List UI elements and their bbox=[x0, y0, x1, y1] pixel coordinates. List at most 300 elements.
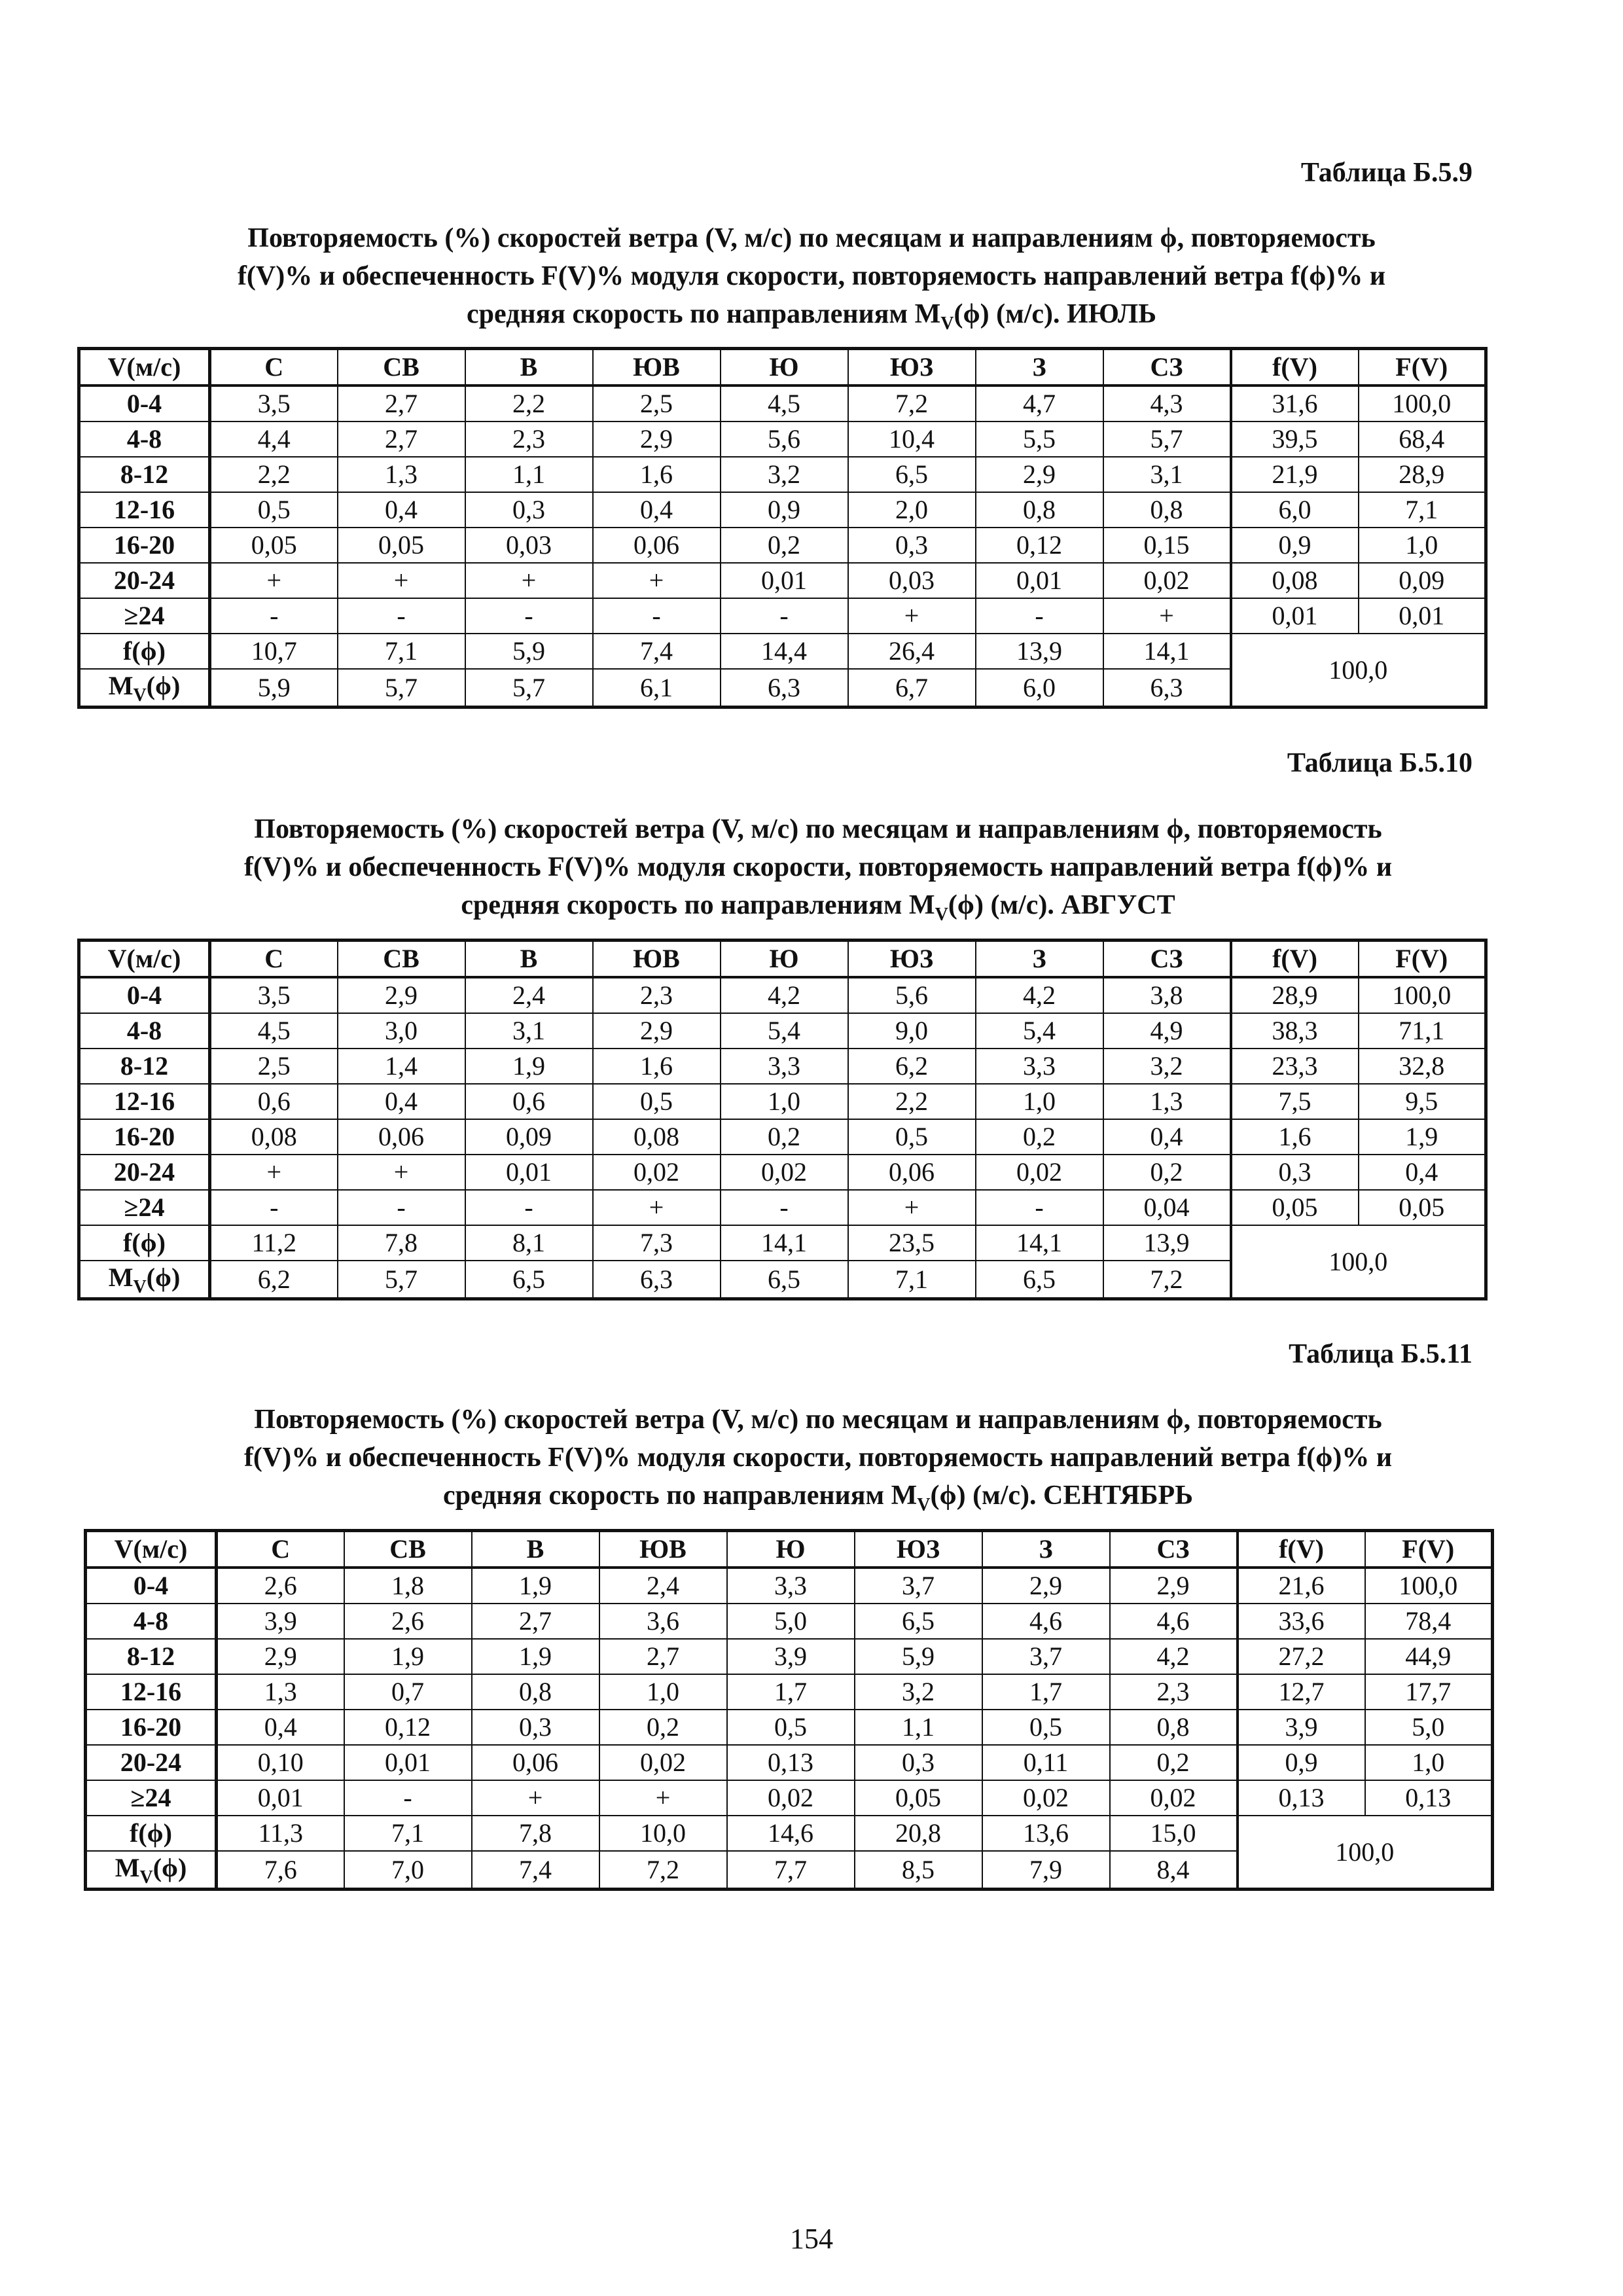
column-header: F(V) bbox=[1359, 941, 1486, 978]
column-header: F(V) bbox=[1365, 1531, 1493, 1568]
table-cell: 28,9 bbox=[1231, 977, 1359, 1013]
column-header: f(V) bbox=[1238, 1531, 1365, 1568]
table-cell: 2,9 bbox=[593, 422, 721, 457]
table-cell: 5,4 bbox=[976, 1013, 1103, 1049]
column-header: С bbox=[210, 941, 338, 978]
table-cell: 2,6 bbox=[217, 1568, 344, 1604]
table-cell: 0,2 bbox=[976, 1119, 1103, 1155]
table-cell: 2,3 bbox=[593, 977, 721, 1013]
table-cell: 1,1 bbox=[855, 1710, 982, 1745]
column-header: СЗ bbox=[1110, 1531, 1238, 1568]
table-cell: 0,5 bbox=[210, 492, 338, 528]
table-cell: 3,3 bbox=[721, 1049, 848, 1084]
column-header: СВ bbox=[344, 1531, 472, 1568]
table-cell: 23,3 bbox=[1231, 1049, 1359, 1084]
column-header: ЮВ bbox=[593, 941, 721, 978]
table-cell: - bbox=[338, 1190, 465, 1225]
column-header: Ю bbox=[727, 1531, 855, 1568]
table-cell: 6,0 bbox=[1231, 492, 1359, 528]
table-cell: 44,9 bbox=[1365, 1639, 1493, 1674]
table-cell: 7,2 bbox=[599, 1851, 727, 1890]
table-cell: 1,6 bbox=[593, 1049, 721, 1084]
column-header: СВ bbox=[338, 941, 465, 978]
table-cell: 7,5 bbox=[1231, 1084, 1359, 1119]
table-cell: 68,4 bbox=[1359, 422, 1486, 457]
table-cell: 4,6 bbox=[1110, 1604, 1238, 1639]
table-cell: 4,6 bbox=[982, 1604, 1110, 1639]
total-cell: 100,0 bbox=[1238, 1816, 1493, 1890]
table-cell: 6,7 bbox=[848, 669, 976, 708]
f-phi-label: f(ϕ) bbox=[79, 634, 210, 669]
column-header: С bbox=[210, 349, 338, 386]
table-cell: - bbox=[344, 1780, 472, 1816]
table-cell: 0,5 bbox=[727, 1710, 855, 1745]
wind-table bbox=[77, 939, 1488, 1300]
column-header: ЮЗ bbox=[848, 941, 976, 978]
mv-label-sub: V bbox=[133, 685, 147, 706]
column-header: ЮЗ bbox=[848, 349, 976, 386]
table-cell: 0,8 bbox=[472, 1674, 599, 1710]
table-cell: 5,7 bbox=[465, 669, 593, 708]
table-cell: 11,3 bbox=[217, 1816, 344, 1851]
f-phi-row bbox=[79, 1225, 1486, 1261]
table-cell: 7,0 bbox=[344, 1851, 472, 1890]
table-cell: 3,3 bbox=[976, 1049, 1103, 1084]
table-cell: 0,09 bbox=[1359, 563, 1486, 598]
mv-label-sub: V bbox=[133, 1277, 147, 1297]
table-cell: 0,7 bbox=[344, 1674, 472, 1710]
table-cell: 6,3 bbox=[593, 1261, 721, 1299]
table-cell: 2,9 bbox=[217, 1639, 344, 1674]
column-header: Ю bbox=[721, 349, 848, 386]
table-caption bbox=[98, 1401, 1538, 1518]
table-row bbox=[79, 977, 1486, 1013]
table-cell: 0,12 bbox=[976, 528, 1103, 563]
table-cell: 6,2 bbox=[210, 1261, 338, 1299]
table-cell: 1,7 bbox=[727, 1674, 855, 1710]
table-cell: 0,08 bbox=[593, 1119, 721, 1155]
table-cell: 5,7 bbox=[338, 669, 465, 708]
table-cell: 9,0 bbox=[848, 1013, 976, 1049]
mv-phi-label bbox=[86, 1851, 217, 1890]
table-cell: 0,02 bbox=[982, 1780, 1110, 1816]
table-cell: 1,9 bbox=[465, 1049, 593, 1084]
table-number: Таблица Б.5.10 bbox=[1287, 748, 1472, 778]
table-cell: 2,2 bbox=[848, 1084, 976, 1119]
table-cell: 0,01 bbox=[344, 1745, 472, 1780]
table-cell: 0,13 bbox=[1365, 1780, 1493, 1816]
table-cell: 23,5 bbox=[848, 1225, 976, 1261]
table-cell: 0,3 bbox=[855, 1745, 982, 1780]
table-cell: + bbox=[848, 598, 976, 634]
table-cell: 3,7 bbox=[855, 1568, 982, 1604]
table-cell: 3,2 bbox=[721, 457, 848, 492]
table-cell: 0,4 bbox=[338, 492, 465, 528]
table-cell: 5,7 bbox=[338, 1261, 465, 1299]
table-cell: 10,0 bbox=[599, 1816, 727, 1851]
column-header: СЗ bbox=[1103, 941, 1231, 978]
table-cell: 1,0 bbox=[599, 1674, 727, 1710]
table-cell: 0,2 bbox=[1103, 1155, 1231, 1190]
table-cell: 1,3 bbox=[1103, 1084, 1231, 1119]
table-cell: 1,4 bbox=[338, 1049, 465, 1084]
table-row bbox=[79, 1049, 1486, 1084]
table-cell: 0,8 bbox=[1103, 492, 1231, 528]
table-cell: 5,9 bbox=[465, 634, 593, 669]
table-cell: - bbox=[210, 1190, 338, 1225]
table-cell: 2,4 bbox=[599, 1568, 727, 1604]
table-cell: + bbox=[472, 1780, 599, 1816]
caption-subscript: V bbox=[935, 905, 948, 925]
table-cell: 2,4 bbox=[465, 977, 593, 1013]
column-header: V(м/с) bbox=[86, 1531, 217, 1568]
table-row bbox=[79, 1190, 1486, 1225]
speed-range: 0-4 bbox=[79, 977, 210, 1013]
table-cell: 0,04 bbox=[1103, 1190, 1231, 1225]
table-cell: 0,8 bbox=[976, 492, 1103, 528]
caption-line: Повторяемость (%) скоростей ветра (V, м/с) по месяцам и направлениям ϕ, повторяемость bbox=[254, 814, 1382, 844]
table-cell: - bbox=[465, 1190, 593, 1225]
table-cell: 2,9 bbox=[1110, 1568, 1238, 1604]
table-cell: 0,2 bbox=[721, 1119, 848, 1155]
table-cell: 6,3 bbox=[721, 669, 848, 708]
table-cell: - bbox=[976, 598, 1103, 634]
table-cell: 1,9 bbox=[472, 1568, 599, 1604]
table-cell: 100,0 bbox=[1365, 1568, 1493, 1604]
caption-text: средняя скорость по направлениям M bbox=[461, 890, 935, 920]
table-cell: 5,6 bbox=[721, 422, 848, 457]
table-cell: 7,9 bbox=[982, 1851, 1110, 1890]
speed-range: ≥24 bbox=[86, 1780, 217, 1816]
table-cell: 1,9 bbox=[344, 1639, 472, 1674]
table-row bbox=[86, 1604, 1493, 1639]
table-cell: + bbox=[1103, 598, 1231, 634]
table-cell: 0,05 bbox=[210, 528, 338, 563]
table-cell: 32,8 bbox=[1359, 1049, 1486, 1084]
table-cell: 3,9 bbox=[217, 1604, 344, 1639]
table-cell: 7,8 bbox=[472, 1816, 599, 1851]
table-cell: 3,9 bbox=[1238, 1710, 1365, 1745]
table-cell: 0,15 bbox=[1103, 528, 1231, 563]
table-cell: 0,05 bbox=[338, 528, 465, 563]
table-cell: 3,6 bbox=[599, 1604, 727, 1639]
speed-range: 4-8 bbox=[79, 422, 210, 457]
caption-line bbox=[98, 886, 1538, 927]
table-cell: 7,4 bbox=[593, 634, 721, 669]
table-cell: 2,5 bbox=[593, 386, 721, 422]
column-header: В bbox=[465, 941, 593, 978]
table-cell: 0,03 bbox=[465, 528, 593, 563]
table-cell: 2,3 bbox=[465, 422, 593, 457]
table-cell: 8,5 bbox=[855, 1851, 982, 1890]
speed-range: 8-12 bbox=[86, 1639, 217, 1674]
caption-subscript: V bbox=[917, 1495, 931, 1515]
table-cell: 7,1 bbox=[344, 1816, 472, 1851]
caption-line: Повторяемость (%) скоростей ветра (V, м/с) по месяцам и направлениям ϕ, повторяемость bbox=[254, 1405, 1382, 1435]
speed-range: 20-24 bbox=[86, 1745, 217, 1780]
table-cell: 0,02 bbox=[593, 1155, 721, 1190]
table-cell: + bbox=[338, 1155, 465, 1190]
column-header: F(V) bbox=[1359, 349, 1486, 386]
table-cell: 14,6 bbox=[727, 1816, 855, 1851]
table-cell: 0,9 bbox=[1231, 528, 1359, 563]
table-cell: 0,13 bbox=[727, 1745, 855, 1780]
table-cell: 1,3 bbox=[338, 457, 465, 492]
table-row bbox=[86, 1780, 1493, 1816]
table-cell: 3,7 bbox=[982, 1639, 1110, 1674]
table-cell: 14,1 bbox=[1103, 634, 1231, 669]
column-header: f(V) bbox=[1231, 941, 1359, 978]
table-row bbox=[79, 457, 1486, 492]
table-cell: 0,05 bbox=[1231, 1190, 1359, 1225]
table-cell: 0,02 bbox=[1110, 1780, 1238, 1816]
column-header: З bbox=[982, 1531, 1110, 1568]
table-cell: 0,01 bbox=[217, 1780, 344, 1816]
table-cell: 1,1 bbox=[465, 457, 593, 492]
table-cell: 0,05 bbox=[855, 1780, 982, 1816]
table-cell: 4,5 bbox=[721, 386, 848, 422]
column-header: f(V) bbox=[1231, 349, 1359, 386]
table-cell: 3,2 bbox=[855, 1674, 982, 1710]
table-cell: 6,5 bbox=[855, 1604, 982, 1639]
table-cell: 0,11 bbox=[982, 1745, 1110, 1780]
table-cell: 15,0 bbox=[1110, 1816, 1238, 1851]
table-cell: 0,3 bbox=[848, 528, 976, 563]
speed-range: 12-16 bbox=[79, 492, 210, 528]
table-cell: 2,9 bbox=[982, 1568, 1110, 1604]
table-cell: 1,3 bbox=[217, 1674, 344, 1710]
table-cell: 6,5 bbox=[465, 1261, 593, 1299]
table-cell: 3,3 bbox=[727, 1568, 855, 1604]
table-cell: 0,5 bbox=[593, 1084, 721, 1119]
column-header: З bbox=[976, 349, 1103, 386]
table-cell: 3,5 bbox=[210, 977, 338, 1013]
header-row bbox=[79, 941, 1486, 978]
table-row bbox=[86, 1674, 1493, 1710]
table-cell: 21,6 bbox=[1238, 1568, 1365, 1604]
caption-text: (ϕ) (м/с). АВГУСТ bbox=[948, 890, 1175, 920]
table-cell: 2,3 bbox=[1110, 1674, 1238, 1710]
table-cell: 0,08 bbox=[1231, 563, 1359, 598]
table-cell: 0,01 bbox=[1231, 598, 1359, 634]
table-cell: 0,02 bbox=[976, 1155, 1103, 1190]
table-cell: 13,9 bbox=[976, 634, 1103, 669]
table-cell: 21,9 bbox=[1231, 457, 1359, 492]
f-phi-label: f(ϕ) bbox=[79, 1225, 210, 1261]
table-cell: 5,7 bbox=[1103, 422, 1231, 457]
table-cell: 7,2 bbox=[1103, 1261, 1231, 1299]
table-cell: 9,5 bbox=[1359, 1084, 1486, 1119]
header-row bbox=[86, 1531, 1493, 1568]
table-cell: 2,0 bbox=[848, 492, 976, 528]
table-cell: 0,3 bbox=[472, 1710, 599, 1745]
mv-phi-label bbox=[79, 1261, 210, 1299]
table-cell: 5,9 bbox=[210, 669, 338, 708]
table-cell: 6,5 bbox=[721, 1261, 848, 1299]
table-cell: - bbox=[976, 1190, 1103, 1225]
table-cell: 78,4 bbox=[1365, 1604, 1493, 1639]
table-cell: 4,4 bbox=[210, 422, 338, 457]
table-cell: 14,4 bbox=[721, 634, 848, 669]
table-cell: 3,9 bbox=[727, 1639, 855, 1674]
column-header: С bbox=[217, 1531, 344, 1568]
table-cell: 3,1 bbox=[1103, 457, 1231, 492]
table-cell: 0,4 bbox=[338, 1084, 465, 1119]
mv-label-tail: (ϕ) bbox=[146, 671, 181, 700]
caption-text: средняя скорость по направлениям M bbox=[467, 299, 941, 329]
table-cell: 2,7 bbox=[472, 1604, 599, 1639]
speed-range: 4-8 bbox=[86, 1604, 217, 1639]
table-cell: 3,8 bbox=[1103, 977, 1231, 1013]
table-cell: 6,2 bbox=[848, 1049, 976, 1084]
table-number: Таблица Б.5.11 bbox=[1289, 1339, 1472, 1369]
table-cell: 0,6 bbox=[210, 1084, 338, 1119]
table-cell: 1,0 bbox=[721, 1084, 848, 1119]
table-cell: 0,01 bbox=[465, 1155, 593, 1190]
table-row bbox=[79, 1084, 1486, 1119]
table-cell: 7,2 bbox=[848, 386, 976, 422]
table-cell: + bbox=[593, 1190, 721, 1225]
table-cell: 71,1 bbox=[1359, 1013, 1486, 1049]
table-cell: + bbox=[848, 1190, 976, 1225]
speed-range: 16-20 bbox=[79, 1119, 210, 1155]
table-cell: 7,1 bbox=[848, 1261, 976, 1299]
table-cell: 0,02 bbox=[599, 1745, 727, 1780]
table-cell: 100,0 bbox=[1359, 386, 1486, 422]
table-row bbox=[79, 1013, 1486, 1049]
table-cell: 7,3 bbox=[593, 1225, 721, 1261]
table-cell: 3,1 bbox=[465, 1013, 593, 1049]
table-row bbox=[79, 528, 1486, 563]
table-row bbox=[86, 1639, 1493, 1674]
speed-range: 8-12 bbox=[79, 1049, 210, 1084]
column-header: ЮВ bbox=[593, 349, 721, 386]
table-cell: 0,9 bbox=[1238, 1745, 1365, 1780]
mv-label-main: M bbox=[115, 1853, 140, 1882]
table-cell: 26,4 bbox=[848, 634, 976, 669]
speed-range: 16-20 bbox=[79, 528, 210, 563]
table-cell: 0,01 bbox=[976, 563, 1103, 598]
table-cell: 8,1 bbox=[465, 1225, 593, 1261]
total-cell: 100,0 bbox=[1231, 1225, 1486, 1299]
total-cell: 100,0 bbox=[1231, 634, 1486, 708]
table-cell: - bbox=[210, 598, 338, 634]
speed-range: 4-8 bbox=[79, 1013, 210, 1049]
table-cell: 0,6 bbox=[465, 1084, 593, 1119]
table-cell: 6,3 bbox=[1103, 669, 1231, 708]
table-cell: 0,8 bbox=[1110, 1710, 1238, 1745]
table-cell: 39,5 bbox=[1231, 422, 1359, 457]
table-cell: 0,02 bbox=[721, 1155, 848, 1190]
table-cell: 6,5 bbox=[848, 457, 976, 492]
caption-line bbox=[98, 1477, 1538, 1518]
column-header: V(м/с) bbox=[79, 349, 210, 386]
table-cell: 31,6 bbox=[1231, 386, 1359, 422]
table-row bbox=[79, 563, 1486, 598]
table-cell: + bbox=[338, 563, 465, 598]
table-cell: 0,5 bbox=[982, 1710, 1110, 1745]
table-cell: 0,2 bbox=[1110, 1745, 1238, 1780]
table-cell: 0,4 bbox=[593, 492, 721, 528]
table-cell: - bbox=[593, 598, 721, 634]
table-cell: 0,02 bbox=[727, 1780, 855, 1816]
table-cell: 0,3 bbox=[1231, 1155, 1359, 1190]
table-cell: 4,5 bbox=[210, 1013, 338, 1049]
table-cell: 3,0 bbox=[338, 1013, 465, 1049]
table-cell: 13,6 bbox=[982, 1816, 1110, 1851]
table-cell: 0,06 bbox=[593, 528, 721, 563]
mv-label-tail: (ϕ) bbox=[152, 1853, 187, 1882]
table-cell: 10,4 bbox=[848, 422, 976, 457]
wind-table bbox=[77, 347, 1488, 709]
table-row bbox=[79, 422, 1486, 457]
table-row bbox=[86, 1710, 1493, 1745]
column-header: V(м/с) bbox=[79, 941, 210, 978]
table-cell: 2,2 bbox=[465, 386, 593, 422]
table-cell: 5,9 bbox=[855, 1639, 982, 1674]
table-cell: 100,0 bbox=[1359, 977, 1486, 1013]
table-caption bbox=[98, 810, 1538, 927]
table-cell: 7,4 bbox=[472, 1851, 599, 1890]
table-cell: 6,5 bbox=[976, 1261, 1103, 1299]
mv-label-main: M bbox=[108, 1263, 134, 1292]
table-row bbox=[79, 598, 1486, 634]
table-cell: 4,3 bbox=[1103, 386, 1231, 422]
column-header: СЗ bbox=[1103, 349, 1231, 386]
speed-range: 12-16 bbox=[79, 1084, 210, 1119]
table-cell: 2,7 bbox=[599, 1639, 727, 1674]
speed-range: ≥24 bbox=[79, 1190, 210, 1225]
speed-range: 20-24 bbox=[79, 563, 210, 598]
table-cell: 1,6 bbox=[1231, 1119, 1359, 1155]
table-cell: 0,5 bbox=[848, 1119, 976, 1155]
table-cell: 28,9 bbox=[1359, 457, 1486, 492]
caption-text: (ϕ) (м/с). ИЮЛЬ bbox=[954, 299, 1156, 329]
table-cell: + bbox=[465, 563, 593, 598]
table-cell: + bbox=[210, 563, 338, 598]
table-cell: 1,9 bbox=[472, 1639, 599, 1674]
table-cell: 0,06 bbox=[472, 1745, 599, 1780]
table-cell: 10,7 bbox=[210, 634, 338, 669]
table-row bbox=[79, 1155, 1486, 1190]
table-cell: 1,0 bbox=[976, 1084, 1103, 1119]
table-number: Таблица Б.5.9 bbox=[1300, 158, 1472, 188]
table-cell: 2,7 bbox=[338, 422, 465, 457]
table-cell: 0,03 bbox=[848, 563, 976, 598]
table-cell: 0,4 bbox=[1103, 1119, 1231, 1155]
table-cell: 1,8 bbox=[344, 1568, 472, 1604]
mv-label-sub: V bbox=[139, 1867, 153, 1888]
column-header: СВ bbox=[338, 349, 465, 386]
table-cell: 4,2 bbox=[976, 977, 1103, 1013]
table-cell: 17,7 bbox=[1365, 1674, 1493, 1710]
table-cell: 0,09 bbox=[465, 1119, 593, 1155]
table-cell: 2,7 bbox=[338, 386, 465, 422]
table-cell: 7,8 bbox=[338, 1225, 465, 1261]
table-cell: 20,8 bbox=[855, 1816, 982, 1851]
table-cell: 4,7 bbox=[976, 386, 1103, 422]
table-cell: 1,0 bbox=[1359, 528, 1486, 563]
table-cell: 11,2 bbox=[210, 1225, 338, 1261]
table-cell: 0,05 bbox=[1359, 1190, 1486, 1225]
table-cell: 0,3 bbox=[465, 492, 593, 528]
table-cell: 5,0 bbox=[727, 1604, 855, 1639]
caption-subscript: V bbox=[940, 314, 954, 334]
table-cell: - bbox=[721, 1190, 848, 1225]
table-cell: 6,1 bbox=[593, 669, 721, 708]
table-cell: - bbox=[465, 598, 593, 634]
table-row bbox=[86, 1745, 1493, 1780]
